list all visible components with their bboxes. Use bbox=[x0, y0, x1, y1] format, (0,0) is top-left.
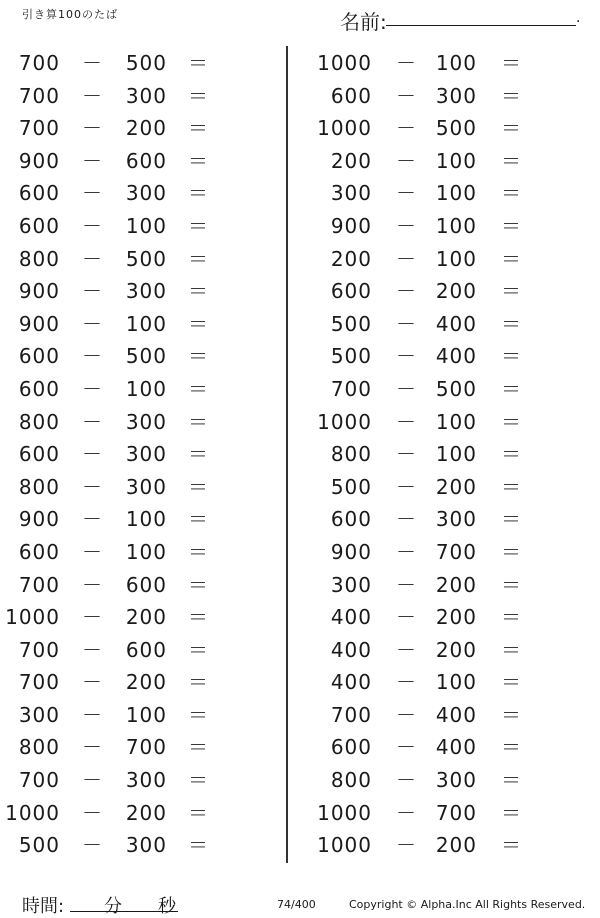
subtrahend: 600 bbox=[125, 148, 167, 173]
problem-row bbox=[300, 112, 560, 145]
minuend: 800 bbox=[18, 409, 60, 434]
minus-sign: － bbox=[396, 637, 417, 662]
minus-sign: － bbox=[82, 442, 103, 467]
equals-sign: ＝ bbox=[188, 605, 209, 630]
minus-sign: － bbox=[396, 768, 417, 793]
problem-row bbox=[300, 340, 560, 373]
equals-sign: ＝ bbox=[501, 213, 522, 238]
subtrahend: 300 bbox=[125, 768, 167, 793]
equals-sign: ＝ bbox=[188, 51, 209, 75]
equals-sign: ＝ bbox=[501, 702, 522, 727]
minus-sign: － bbox=[82, 376, 103, 401]
problem-row bbox=[0, 797, 260, 830]
subtrahend: 100 bbox=[435, 51, 477, 75]
subtrahend: 400 bbox=[435, 702, 477, 727]
minus-sign: － bbox=[396, 51, 417, 75]
minus-sign: － bbox=[82, 148, 103, 173]
problem-row bbox=[300, 243, 560, 276]
subtrahend: 300 bbox=[125, 279, 167, 304]
problem-row bbox=[300, 699, 560, 732]
problem-row bbox=[0, 569, 260, 602]
equals-sign: ＝ bbox=[188, 539, 209, 564]
problem-row bbox=[300, 210, 560, 243]
subtrahend: 200 bbox=[125, 116, 167, 141]
subtrahend: 100 bbox=[125, 507, 167, 532]
equals-sign: ＝ bbox=[501, 83, 522, 108]
minus-sign: － bbox=[396, 702, 417, 727]
minuend: 700 bbox=[18, 768, 60, 793]
subtrahend: 300 bbox=[125, 833, 167, 858]
problem-row bbox=[300, 536, 560, 569]
subtrahend: 300 bbox=[125, 181, 167, 206]
minuend: 1000 bbox=[317, 116, 372, 141]
subtrahend: 300 bbox=[435, 768, 477, 793]
equals-sign: ＝ bbox=[501, 507, 522, 532]
minuend: 700 bbox=[18, 670, 60, 695]
equals-sign: ＝ bbox=[188, 181, 209, 206]
minus-sign: － bbox=[82, 800, 103, 825]
minuend: 900 bbox=[18, 148, 60, 173]
minuend: 400 bbox=[330, 637, 372, 662]
problem-row bbox=[0, 634, 260, 667]
minus-sign: － bbox=[396, 246, 417, 271]
minuend: 1000 bbox=[317, 800, 372, 825]
subtrahend: 700 bbox=[435, 539, 477, 564]
equals-sign: ＝ bbox=[188, 833, 209, 858]
problem-row bbox=[300, 80, 560, 113]
subtrahend: 400 bbox=[435, 311, 477, 336]
subtrahend: 200 bbox=[435, 833, 477, 858]
subtrahend: 200 bbox=[435, 605, 477, 630]
minuend: 900 bbox=[18, 311, 60, 336]
problem-row bbox=[0, 699, 260, 732]
minuend: 200 bbox=[330, 148, 372, 173]
equals-sign: ＝ bbox=[501, 442, 522, 467]
equals-sign: ＝ bbox=[188, 572, 209, 597]
subtrahend: 600 bbox=[125, 572, 167, 597]
minus-sign: － bbox=[82, 702, 103, 727]
equals-sign: ＝ bbox=[188, 637, 209, 662]
minuend: 500 bbox=[330, 344, 372, 369]
equals-sign: ＝ bbox=[501, 181, 522, 206]
subtrahend: 600 bbox=[125, 637, 167, 662]
subtrahend: 500 bbox=[125, 344, 167, 369]
problem-row bbox=[300, 666, 560, 699]
equals-sign: ＝ bbox=[188, 474, 209, 499]
minus-sign: － bbox=[82, 181, 103, 206]
equals-sign: ＝ bbox=[188, 670, 209, 695]
minus-sign: － bbox=[396, 735, 417, 760]
minus-sign: － bbox=[396, 376, 417, 401]
minus-sign: － bbox=[82, 311, 103, 336]
minuend: 900 bbox=[18, 507, 60, 532]
minuend: 1000 bbox=[317, 51, 372, 75]
subtrahend: 700 bbox=[125, 735, 167, 760]
minuend: 1000 bbox=[317, 833, 372, 858]
subtrahend: 100 bbox=[435, 181, 477, 206]
minuend: 700 bbox=[18, 51, 60, 75]
problem-row bbox=[0, 243, 260, 276]
minuend: 900 bbox=[330, 539, 372, 564]
minutes-label: 分 bbox=[104, 896, 122, 917]
subtrahend: 200 bbox=[125, 670, 167, 695]
minuend: 900 bbox=[18, 279, 60, 304]
subtrahend: 500 bbox=[435, 376, 477, 401]
minuend: 700 bbox=[330, 376, 372, 401]
minuend: 600 bbox=[330, 83, 372, 108]
minuend: 500 bbox=[18, 833, 60, 858]
minus-sign: － bbox=[396, 442, 417, 467]
problem-row bbox=[0, 666, 260, 699]
name-end-dot: . bbox=[576, 10, 581, 26]
minuend: 600 bbox=[18, 213, 60, 238]
subtrahend: 100 bbox=[435, 148, 477, 173]
minus-sign: － bbox=[82, 670, 103, 695]
minuend: 800 bbox=[330, 442, 372, 467]
problem-row bbox=[0, 275, 260, 308]
equals-sign: ＝ bbox=[501, 116, 522, 141]
minuend: 600 bbox=[330, 279, 372, 304]
minuend: 500 bbox=[330, 311, 372, 336]
equals-sign: ＝ bbox=[188, 148, 209, 173]
subtrahend: 200 bbox=[435, 572, 477, 597]
problem-row bbox=[300, 406, 560, 439]
subtrahend: 200 bbox=[125, 800, 167, 825]
minuend: 600 bbox=[18, 181, 60, 206]
equals-sign: ＝ bbox=[501, 735, 522, 760]
problem-row bbox=[0, 373, 260, 406]
minus-sign: － bbox=[82, 409, 103, 434]
minuend: 600 bbox=[18, 344, 60, 369]
equals-sign: ＝ bbox=[501, 148, 522, 173]
subtrahend: 200 bbox=[435, 279, 477, 304]
equals-sign: ＝ bbox=[188, 83, 209, 108]
equals-sign: ＝ bbox=[188, 800, 209, 825]
subtrahend: 100 bbox=[125, 376, 167, 401]
minuend: 800 bbox=[18, 246, 60, 271]
minus-sign: － bbox=[82, 474, 103, 499]
problem-row bbox=[0, 536, 260, 569]
equals-sign: ＝ bbox=[501, 605, 522, 630]
equals-sign: ＝ bbox=[501, 246, 522, 271]
problem-row bbox=[0, 80, 260, 113]
minuend: 500 bbox=[330, 474, 372, 499]
minuend: 300 bbox=[330, 181, 372, 206]
copyright-notice: Copyright © Alpha.Inc All Rights Reserved. bbox=[349, 898, 586, 911]
minus-sign: － bbox=[82, 539, 103, 564]
minuend: 300 bbox=[330, 572, 372, 597]
equals-sign: ＝ bbox=[501, 409, 522, 434]
minus-sign: － bbox=[82, 605, 103, 630]
equals-sign: ＝ bbox=[501, 474, 522, 499]
minuend: 600 bbox=[18, 376, 60, 401]
subtrahend: 700 bbox=[435, 800, 477, 825]
equals-sign: ＝ bbox=[188, 409, 209, 434]
minus-sign: － bbox=[82, 833, 103, 858]
problem-row bbox=[0, 308, 260, 341]
minus-sign: － bbox=[396, 605, 417, 630]
minus-sign: － bbox=[396, 572, 417, 597]
minus-sign: － bbox=[396, 181, 417, 206]
equals-sign: ＝ bbox=[501, 51, 522, 75]
problem-row bbox=[0, 438, 260, 471]
minuend: 400 bbox=[330, 605, 372, 630]
minus-sign: － bbox=[396, 833, 417, 858]
minus-sign: － bbox=[82, 246, 103, 271]
subtrahend: 300 bbox=[435, 507, 477, 532]
equals-sign: ＝ bbox=[188, 442, 209, 467]
problem-row bbox=[300, 275, 560, 308]
minuend: 800 bbox=[18, 735, 60, 760]
worksheet-title: 引き算100のたば bbox=[22, 8, 118, 21]
subtrahend: 400 bbox=[435, 344, 477, 369]
right-problem-column bbox=[300, 47, 560, 862]
minuend: 300 bbox=[18, 702, 60, 727]
minus-sign: － bbox=[396, 507, 417, 532]
minuend: 900 bbox=[330, 213, 372, 238]
minuend: 400 bbox=[330, 670, 372, 695]
subtrahend: 500 bbox=[125, 246, 167, 271]
problem-row bbox=[300, 569, 560, 602]
equals-sign: ＝ bbox=[188, 213, 209, 238]
minus-sign: － bbox=[82, 83, 103, 108]
subtrahend: 300 bbox=[125, 83, 167, 108]
left-problem-column bbox=[0, 47, 260, 862]
minus-sign: － bbox=[82, 213, 103, 238]
equals-sign: ＝ bbox=[501, 833, 522, 858]
equals-sign: ＝ bbox=[188, 507, 209, 532]
minus-sign: － bbox=[396, 344, 417, 369]
problem-row bbox=[0, 829, 260, 862]
minuend: 700 bbox=[330, 702, 372, 727]
subtrahend: 100 bbox=[435, 213, 477, 238]
equals-sign: ＝ bbox=[188, 116, 209, 141]
problem-row bbox=[300, 601, 560, 634]
name-blank-line bbox=[386, 25, 576, 26]
subtrahend: 100 bbox=[435, 409, 477, 434]
minus-sign: － bbox=[396, 539, 417, 564]
equals-sign: ＝ bbox=[188, 246, 209, 271]
minuend: 700 bbox=[18, 637, 60, 662]
minus-sign: － bbox=[82, 507, 103, 532]
problem-row bbox=[0, 145, 260, 178]
minus-sign: － bbox=[396, 148, 417, 173]
minuend: 700 bbox=[18, 116, 60, 141]
equals-sign: ＝ bbox=[501, 768, 522, 793]
problem-row bbox=[0, 471, 260, 504]
minuend: 800 bbox=[330, 768, 372, 793]
problem-row bbox=[300, 764, 560, 797]
subtrahend: 100 bbox=[125, 213, 167, 238]
time-label: 時間: bbox=[22, 896, 65, 917]
subtrahend: 100 bbox=[125, 702, 167, 727]
minus-sign: － bbox=[396, 83, 417, 108]
subtrahend: 100 bbox=[435, 442, 477, 467]
minuend: 800 bbox=[18, 474, 60, 499]
problem-row bbox=[300, 177, 560, 210]
subtrahend: 300 bbox=[435, 83, 477, 108]
equals-sign: ＝ bbox=[188, 311, 209, 336]
minuend: 600 bbox=[330, 735, 372, 760]
problem-row bbox=[0, 340, 260, 373]
minus-sign: － bbox=[396, 279, 417, 304]
subtrahend: 300 bbox=[125, 409, 167, 434]
minuend: 600 bbox=[330, 507, 372, 532]
subtrahend: 300 bbox=[125, 474, 167, 499]
subtrahend: 100 bbox=[435, 670, 477, 695]
problem-row bbox=[300, 373, 560, 406]
subtrahend: 500 bbox=[125, 51, 167, 75]
name-label: 名前: bbox=[340, 10, 387, 34]
minus-sign: － bbox=[82, 768, 103, 793]
subtrahend: 400 bbox=[435, 735, 477, 760]
problem-row bbox=[300, 634, 560, 667]
equals-sign: ＝ bbox=[501, 637, 522, 662]
seconds-label: 秒 bbox=[158, 896, 176, 917]
problem-row bbox=[300, 47, 560, 80]
equals-sign: ＝ bbox=[188, 768, 209, 793]
minuend: 700 bbox=[18, 83, 60, 108]
equals-sign: ＝ bbox=[501, 539, 522, 564]
minus-sign: － bbox=[82, 637, 103, 662]
subtrahend: 500 bbox=[435, 116, 477, 141]
equals-sign: ＝ bbox=[188, 279, 209, 304]
minus-sign: － bbox=[396, 670, 417, 695]
problem-row bbox=[300, 308, 560, 341]
problem-row bbox=[0, 731, 260, 764]
problem-row bbox=[0, 47, 260, 80]
problem-row bbox=[0, 764, 260, 797]
problem-row bbox=[0, 112, 260, 145]
subtrahend: 100 bbox=[125, 539, 167, 564]
minus-sign: － bbox=[396, 213, 417, 238]
minus-sign: － bbox=[396, 116, 417, 141]
minuend: 1000 bbox=[5, 800, 60, 825]
minuend: 200 bbox=[330, 246, 372, 271]
subtrahend: 300 bbox=[125, 442, 167, 467]
subtrahend: 200 bbox=[125, 605, 167, 630]
minus-sign: － bbox=[396, 311, 417, 336]
minus-sign: － bbox=[396, 800, 417, 825]
problem-row bbox=[0, 210, 260, 243]
equals-sign: ＝ bbox=[501, 800, 522, 825]
equals-sign: ＝ bbox=[501, 670, 522, 695]
minus-sign: － bbox=[82, 572, 103, 597]
problem-row bbox=[300, 829, 560, 862]
problem-row bbox=[300, 471, 560, 504]
problem-row bbox=[300, 731, 560, 764]
minus-sign: － bbox=[82, 735, 103, 760]
minus-sign: － bbox=[396, 474, 417, 499]
subtrahend: 200 bbox=[435, 637, 477, 662]
equals-sign: ＝ bbox=[501, 311, 522, 336]
problem-row bbox=[300, 438, 560, 471]
minus-sign: － bbox=[82, 344, 103, 369]
subtrahend: 200 bbox=[435, 474, 477, 499]
equals-sign: ＝ bbox=[188, 735, 209, 760]
minus-sign: － bbox=[396, 409, 417, 434]
problem-row bbox=[0, 406, 260, 439]
minuend: 1000 bbox=[317, 409, 372, 434]
problem-row bbox=[300, 503, 560, 536]
problem-row bbox=[300, 145, 560, 178]
equals-sign: ＝ bbox=[501, 376, 522, 401]
minuend: 1000 bbox=[5, 605, 60, 630]
minuend: 700 bbox=[18, 572, 60, 597]
equals-sign: ＝ bbox=[188, 344, 209, 369]
minus-sign: － bbox=[82, 51, 103, 75]
minus-sign: － bbox=[82, 116, 103, 141]
minuend: 600 bbox=[18, 539, 60, 564]
equals-sign: ＝ bbox=[501, 572, 522, 597]
equals-sign: ＝ bbox=[188, 376, 209, 401]
equals-sign: ＝ bbox=[501, 279, 522, 304]
problem-row bbox=[0, 503, 260, 536]
problem-row bbox=[0, 601, 260, 634]
minus-sign: － bbox=[82, 279, 103, 304]
problem-row bbox=[0, 177, 260, 210]
column-divider bbox=[286, 46, 288, 863]
equals-sign: ＝ bbox=[501, 344, 522, 369]
subtrahend: 100 bbox=[435, 246, 477, 271]
problem-row bbox=[300, 797, 560, 830]
page-number: 74/400 bbox=[277, 898, 316, 911]
subtrahend: 100 bbox=[125, 311, 167, 336]
minuend: 600 bbox=[18, 442, 60, 467]
equals-sign: ＝ bbox=[188, 702, 209, 727]
